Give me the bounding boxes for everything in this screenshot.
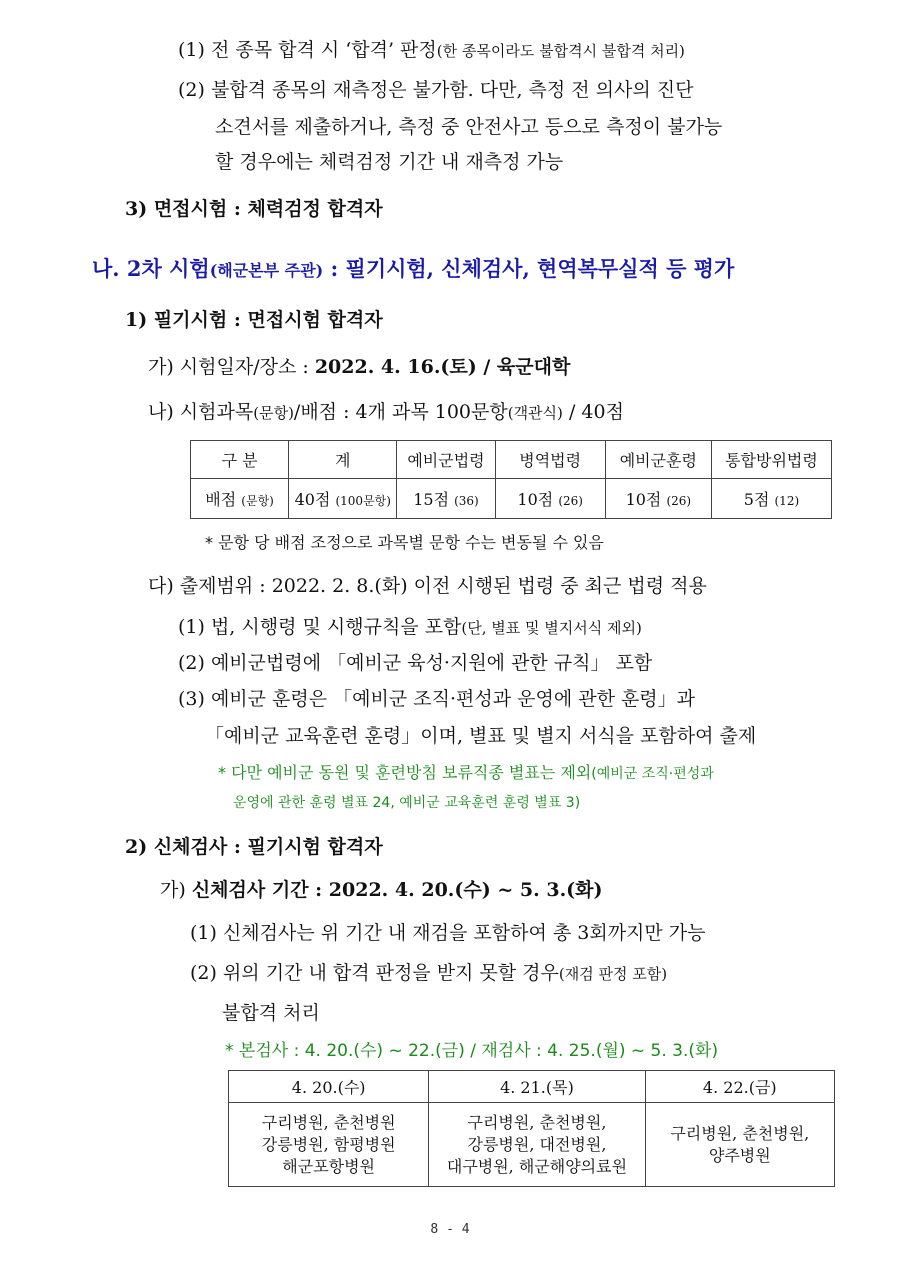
header-cell: 4. 21.(목) — [429, 1071, 645, 1103]
header-cell: 통합방위법령 — [711, 441, 831, 479]
score-cell: 5점 (12) — [711, 479, 831, 519]
exam-date-place: 가) 시험일자/장소 : 2022. 4. 16.(토) / 육군대학 — [148, 356, 571, 378]
page-number: 8 - 4 — [430, 1222, 470, 1237]
score-cell: 10점 (26) — [495, 479, 605, 519]
item-2-line-3: 할 경우에는 체력검정 기간 내 재측정 가능 — [215, 151, 564, 173]
physical-item-2-line-1: (2) 위의 기간 내 합격 판정을 받지 못할 경우(재검 판정 포함) — [190, 962, 668, 984]
score-cell: 40점 (100문항) — [289, 479, 397, 519]
green-note-schedule: * 본검사 : 4. 20.(수) ~ 22.(금) / 재검사 : 4. 25.(월) ~ 5. 3.(화) — [225, 1041, 719, 1061]
physical-exam-period: 가) 신체검사 기간 : 2022. 4. 20.(수) ~ 5. 3.(화) — [160, 879, 603, 901]
item-2-line-2: 소견서를 제출하거나, 측정 중 안전사고 등으로 측정이 불가능 — [215, 116, 723, 138]
scope-item-3-line-1: (3) 예비군 훈령은 「예비군 조직·편성과 운영에 관한 훈령」과 — [178, 688, 696, 710]
score-table — [190, 440, 832, 519]
scope-item-2: (2) 예비군법령에 「예비군 육성·지원에 관한 규칙」 포함 — [178, 652, 653, 674]
hospital-cell: 구리병원, 춘천병원, 양주병원 — [645, 1103, 834, 1187]
header-cell: 계 — [289, 441, 397, 479]
header-cell: 예비군법령 — [397, 441, 495, 479]
exam-subjects: 나) 시험과목(문항)/배점 : 4개 과목 100문항(객관식) / 40점 — [148, 401, 624, 423]
hospital-table — [228, 1070, 835, 1187]
exam-scope: 다) 출제범위 : 2022. 2. 8.(화) 이전 시행된 법령 중 최근 법령 적용 — [148, 575, 707, 597]
hospital-cell: 구리병원, 춘천병원 강릉병원, 함평병원 해군포항병원 — [229, 1103, 429, 1187]
green-note-line-1: * 다만 예비군 동원 및 훈련방침 보류직종 별표는 제외(예비군 조직·편성과 — [218, 763, 714, 782]
physical-item-2-line-2: 불합격 처리 — [222, 1002, 320, 1024]
hospital-table-header-row — [229, 1071, 835, 1103]
scope-item-1: (1) 법, 시행령 및 시행규칙을 포함(단, 별표 및 별지서식 제외) — [178, 616, 642, 638]
heading-physical-exam: 2) 신체검사 : 필기시험 합격자 — [125, 836, 383, 858]
header-cell: 4. 20.(수) — [229, 1071, 429, 1103]
item-1-passing: (1) 전 종목 합격 시 ‘합격’ 판정(한 종목이라도 불합격시 불합격 처리) — [178, 39, 685, 61]
score-table-header-row — [191, 441, 832, 479]
scope-item-3-line-2: 「예비군 교육훈련 훈령」이며, 별표 및 별지 서식을 포함하여 출제 — [205, 725, 757, 747]
row-label: 배점 (문항) — [191, 479, 289, 519]
hospital-cell: 구리병원, 춘천병원, 강릉병원, 대전병원, 대구병원, 해군해양의료원 — [429, 1103, 645, 1187]
score-cell: 15점 (36) — [397, 479, 495, 519]
heading-interview: 3) 면접시험 : 체력검정 합격자 — [125, 198, 383, 220]
score-table-row — [191, 479, 832, 519]
item-2-line-1: (2) 불합격 종목의 재측정은 불가함. 다만, 측정 전 의사의 진단 — [178, 79, 694, 101]
header-cell: 병역법령 — [495, 441, 605, 479]
green-note-line-2: 운영에 관한 훈령 별표 24, 예비군 교육훈련 훈령 별표 3) — [233, 795, 581, 811]
score-cell: 10점 (26) — [605, 479, 711, 519]
note-question-count: * 문항 당 배점 조정으로 과목별 문항 수는 변동될 수 있음 — [205, 533, 604, 552]
heading-written-exam: 1) 필기시험 : 면접시험 합격자 — [125, 309, 383, 331]
section-heading-second-exam: 나. 2차 시험(해군본부 주관) : 필기시험, 신체검사, 현역복무실적 등 평가 — [92, 256, 735, 281]
header-cell: 4. 22.(금) — [645, 1071, 834, 1103]
header-cell: 예비군훈령 — [605, 441, 711, 479]
hospital-table-row — [229, 1103, 835, 1187]
physical-item-1: (1) 신체검사는 위 기간 내 재검을 포함하여 총 3회까지만 가능 — [190, 922, 706, 944]
header-cell: 구 분 — [191, 441, 289, 479]
